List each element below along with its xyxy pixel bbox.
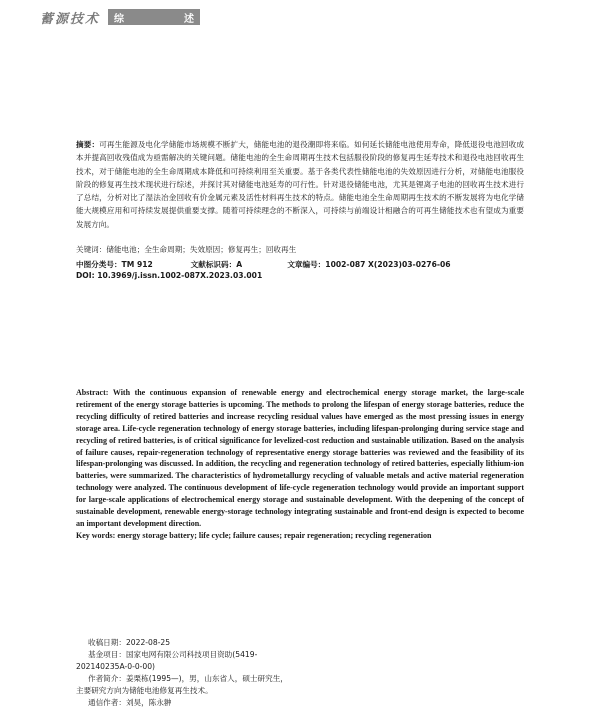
section-tag xyxy=(108,9,200,25)
article-identifiers xyxy=(76,259,524,270)
running-header xyxy=(40,8,200,26)
author-line-2: 主要研究方向为储能电池修复再生技术。 xyxy=(76,686,213,695)
journal-name: 蓄源技术 xyxy=(40,11,101,27)
en-keywords-text: energy storage battery; life cycle; failure causes; repair regeneration; recycling regeneration xyxy=(117,530,432,540)
cn-keywords-text: 储能电池；全生命周期；失效原因；修复再生；回收再生 xyxy=(106,245,297,254)
author-line-1: 作者简介：姜栗栋(1995—)，男，山东省人，硕士研究生， xyxy=(88,674,288,683)
english-abstract xyxy=(76,387,524,542)
en-keywords-label: Key words: xyxy=(76,530,116,540)
section-tag-char-2: 述 xyxy=(184,13,195,25)
document-code: 文献标识码：A xyxy=(190,260,243,269)
corresponding-author: 通信作者：刘昊，陈永翀 xyxy=(88,698,172,707)
fund-line-1: 基金项目：国家电网有限公司科技项目资助(5419- xyxy=(88,650,258,659)
chinese-abstract xyxy=(76,138,524,231)
cn-abstract-text: 可再生能源及电化学储能市场规模不断扩大，储能电池的退役潮即将来临。如何延长储能电池使用寿命，降低退役电池回收成本并提高回收残值成为亟需解决的关键问题。储能电池的全生命周期再生技术包括服役阶段的修复再生延寿技术和退役电池回收再生技术，对于储能电池的全生命周期成本降低和可持续利用至关重要。基于各类代表性储能电池的失效原因进行分析，对储能电池服役阶段的修复再生技术现状进行综述，并探讨其对储能电池延寿的可行性。针对退役储能电池，尤其是锂离子电池的回收再生技术进行了总结，分析对比了湿法冶金回收有价金属元素及活性材料再生技术的特点。储能电池全生命周期再生技术的不断发展将为电化学储能大规模应用和可持续发展提供重要支撑。随着可持续理念的不断深入，可持续与前端设计相融合的可再生储能技术也有望成为重要发展方向。 xyxy=(76,140,525,229)
clc-number: 中图分类号：TM 912 xyxy=(76,260,153,269)
chinese-keywords xyxy=(76,244,296,255)
fund-line-2: 202140235A-0-0-00) xyxy=(76,662,156,671)
footnote xyxy=(76,637,336,709)
cn-abstract-label: 摘要： xyxy=(76,140,100,149)
cn-keywords-label: 关键词： xyxy=(76,245,107,254)
en-abstract-label: Abstract: xyxy=(76,388,109,397)
article-number: 文章编号：1002-087 X(2023)03-0276-06 xyxy=(287,260,451,269)
doi: DOI: 10.3969/j.issn.1002-087X.2023.03.001 xyxy=(76,271,263,280)
section-tag-char-1: 综 xyxy=(114,13,125,25)
en-abstract-text: With the continuous expansion of renewable energy and electrochemical energy storage market, the large-scale retirement of the energy storage batteries is upcoming. The methods to prolong the lifespan of energy storage batteries, reduce the recycling difficulty of retired batteries and increase recycling residual values have emerged as the most pressing issues in energy storage area. Life-cycle regeneration technology of energy storage batteries, including lifespan-prolonging during service stage and recycling of retired batteries, is of critical significance for levelized-cost reduction and sustainable utilization. Based on the analysis of failure causes, repair-regeneration technology of representative energy storage batteries was reviewed and the feasibility of its lifespan-prolonging was discussed. In addition, the recycling and regeneration technology of retired batteries, especially lithium-ion batteries, were summarized. The characteristics of hydrometallurgy recycling of valuable metals and active material regeneration technology were analyzed. The continuous development of life-cycle regeneration technology would provide an important support for large-scale applications of electrochemical energy storage and sustainable development. With the deepening of the concept of sustainable development, renewable energy-storage technology integrating sustainable and front-end design is expected to become an important development direction. xyxy=(76,388,525,528)
received-date: 收稿日期：2022-08-25 xyxy=(88,638,171,647)
